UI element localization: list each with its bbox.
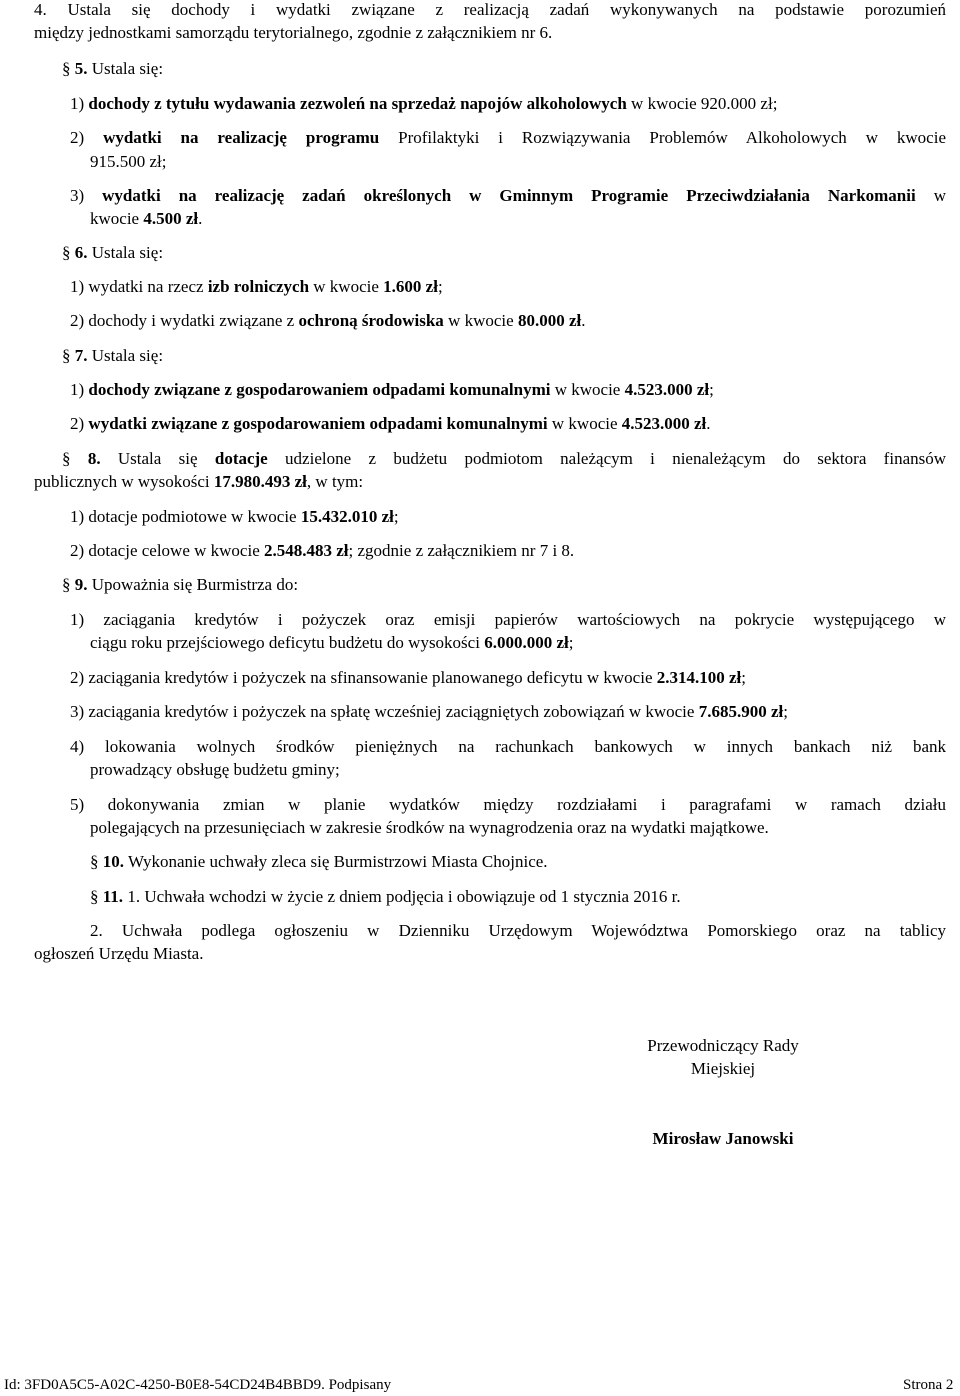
para-4-line-1: 4. Ustala się dochody i wydatki związane z realizacją zadań wykonywanych na podstawie porozumień — [34, 0, 946, 19]
para-4-line-2: między jednostkami samorządu terytorialnego, zgodnie z załącznikiem nr 6. — [34, 23, 553, 42]
signature-title-line-2: Miejskiej — [690, 1059, 756, 1078]
section-9-item-5-line-2: polegających na przesunięciach w zakresie środków na wynagrodzenia oraz na wydatki majątkowe. — [90, 818, 769, 837]
section-9-item-5-line-1: 5) dokonywania zmian w planie wydatków między rozdziałami i paragrafami w ramach działu — [70, 795, 946, 814]
section-7-item-2: 2) wydatki związane z gospodarowaniem odpadami komunalnymi w kwocie 4.523.000 zł. — [70, 414, 711, 433]
section-6-item-1: 1) wydatki na rzecz izb rolniczych w kwocie 1.600 zł; — [70, 277, 443, 296]
section-8-item-1: 1) dotacje podmiotowe w kwocie 15.432.010 zł; — [70, 507, 399, 526]
section-9-heading: § 9. Upoważnia się Burmistrza do: — [62, 575, 299, 594]
section-5-item-2-line-2: 915.500 zł; — [90, 152, 167, 171]
section-11-para-2-line-1: 2. Uchwała podlega ogłoszeniu w Dzienniku Urzędowym Województwa Pomorskiego oraz na tablicy — [90, 921, 946, 940]
section-6-heading: § 6. Ustala się: — [62, 243, 164, 262]
section-5-item-3-line-1: 3) wydatki na realizację zadań określonych w Gminnym Programie Przeciwdziałania Narkomanii w — [70, 186, 946, 205]
section-5-item-1: 1) dochody z tytułu wydawania zezwoleń na sprzedaż napojów alkoholowych w kwocie 920.000 zł; — [70, 94, 778, 113]
section-5-item-2-line-1: 2) wydatki na realizację programu Profilaktyki i Rozwiązywania Problemów Alkoholowych w kwocie — [70, 128, 946, 147]
page-number: Strona 2 — [903, 1377, 954, 1393]
section-9-item-3: 3) zaciągania kredytów i pożyczek na spłatę wcześniej zaciągniętych zobowiązań w kwocie 7.685.900 zł; — [70, 702, 788, 721]
section-8-line-2: publicznych w wysokości 17.980.493 zł, w tym: — [34, 472, 364, 491]
signature-title-line-1: Przewodniczący Rady — [647, 1036, 799, 1055]
section-9-item-1-line-2: ciągu roku przejściowego deficytu budżetu do wysokości 6.000.000 zł; — [90, 633, 574, 652]
section-9-item-1-line-1: 1) zaciągania kredytów i pożyczek oraz emisji papierów wartościowych na pokrycie występującego w — [70, 610, 946, 629]
section-8-line-1: § 8. Ustala się dotacje udzielone z budżetu podmiotom należącym i nienależącym do sektora finansów — [62, 449, 947, 468]
section-9-item-4-line-1: 4) lokowania wolnych środków pieniężnych na rachunkach bankowych w innych bankach niż bank — [70, 737, 946, 756]
section-7-item-1: 1) dochody związane z gospodarowaniem odpadami komunalnymi w kwocie 4.523.000 zł; — [70, 380, 714, 399]
section-11-para-1: § 11. 1. Uchwała wchodzi w życie z dniem podjęcia i obowiązuje od 1 stycznia 2016 r. — [90, 887, 681, 906]
document-id-footer: Id: 3FD0A5C5-A02C-4250-B0E8-54CD24B4BBD9. Podpisany — [4, 1377, 392, 1393]
section-5-heading: § 5. Ustala się: — [62, 59, 164, 78]
section-11-para-2-line-2: ogłoszeń Urzędu Miasta. — [34, 944, 204, 963]
section-7-heading: § 7. Ustala się: — [62, 346, 164, 365]
signatory-name: Mirosław Janowski — [652, 1129, 794, 1148]
section-9-item-2: 2) zaciągania kredytów i pożyczek na sfinansowanie planowanego deficytu w kwocie 2.314.100 zł; — [70, 668, 747, 687]
section-5-item-3-line-2: kwocie 4.500 zł. — [90, 209, 203, 228]
section-8-item-2: 2) dotacje celowe w kwocie 2.548.483 zł; zgodnie z załącznikiem nr 7 i 8. — [70, 541, 575, 560]
section-9-item-4-line-2: prowadzący obsługę budżetu gminy; — [90, 760, 340, 779]
section-10: § 10. Wykonanie uchwały zleca się Burmistrzowi Miasta Chojnice. — [90, 852, 548, 871]
section-6-item-2: 2) dochody i wydatki związane z ochroną środowiska w kwocie 80.000 zł. — [70, 311, 586, 330]
